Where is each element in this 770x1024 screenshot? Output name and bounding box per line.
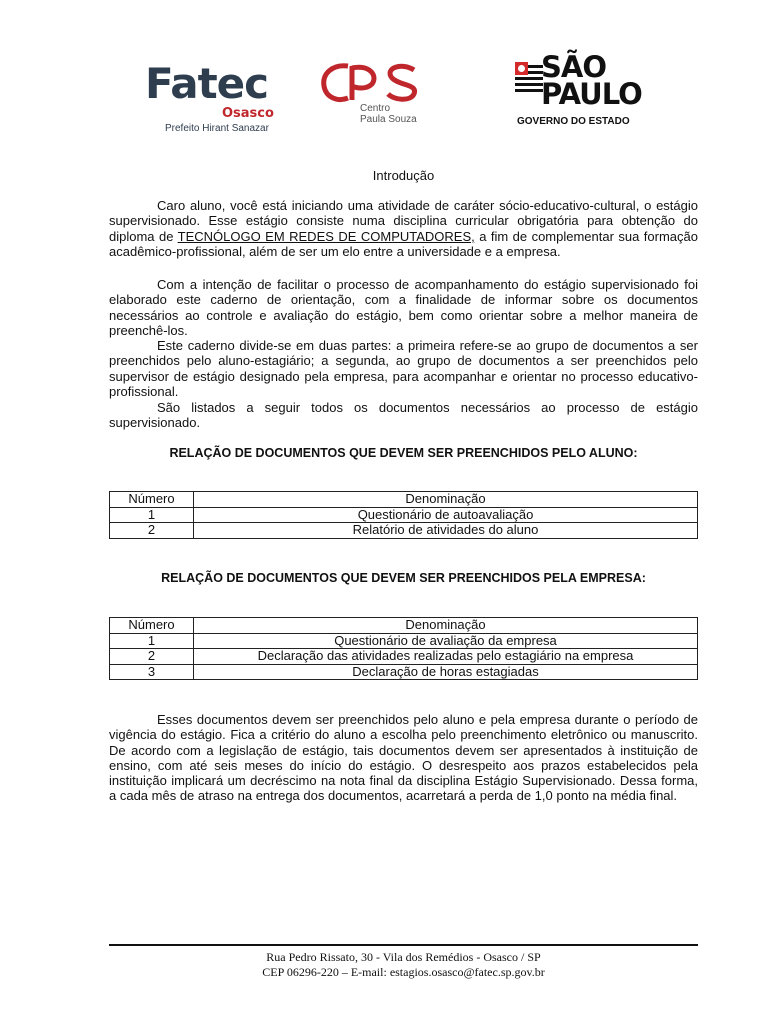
sp-logo-line1: SÃO [541,50,606,84]
closing-text: Esses documentos devem ser preenchidos pelo aluno e pela empresa durante o período de vigência do estágio. Fica a critério do aluno a escolha pelo preenchimento eletrônico ou manuscrito. De acordo com a legislação de estágio, tais documentos devem ser apresentados à instituição de ensino, com até seis meses do início do estágio. O desrespeito aos prazos estabelecidos pela instituição implicará um decréscimo na nota final da disciplina Estágio Supervisionado. Dessa forma, a cada mês de atraso na entrega dos documentos, acarretará a perda de 1,0 ponto na média final. [109,712,698,804]
cps-logo-mark-icon [318,60,428,105]
column-header-name: Denominação [194,492,698,508]
header-logos [0,50,770,140]
column-header-number: Número [110,618,194,634]
company-docs-heading: RELAÇÃO DE DOCUMENTOS QUE DEVEM SER PREENCHIDOS PELA EMPRESA: [161,571,646,585]
cps-logo-line2: Paula Souza [360,114,417,125]
doc-name: Relatório de atividades do aluno [194,523,698,539]
column-header-number: Número [110,492,194,508]
footer-contact: CEP 06296-220 – E-mail: estagios.osasco@fatec.sp.gov.br [262,965,545,979]
company-docs-table [109,617,698,680]
table-row [110,507,698,523]
column-header-name: Denominação [194,618,698,634]
table-row [110,649,698,665]
intro-paragraph-2 [109,277,698,338]
closing-paragraph [109,712,698,804]
intro-title: Introdução [372,168,435,183]
cps-logo-line1: Centro [360,103,391,114]
student-docs-heading: RELAÇÃO DE DOCUMENTOS QUE DEVEM SER PREENCHIDOS PELO ALUNO: [169,446,638,460]
footer-divider [109,944,698,946]
fatec-logo-subtitle: Prefeito Hirant Sanazar [165,123,269,134]
doc-name: Declaração de horas estagiadas [194,664,698,680]
course-name: TECNÓLOGO EM REDES DE COMPUTADORES, [177,228,475,244]
cps-logo [318,60,428,130]
doc-number: 2 [110,523,194,539]
table-row [110,523,698,539]
table-row [110,633,698,649]
intro-p2-text: Com a intenção de facilitar o processo de acompanhamento do estágio supervisionado foi elaborado este caderno de orientação, com a finalidade de informar sobre os documentos necessários ao controle e avaliação do estágio, bem como orientar sobre a melhor maneira de preenchê-los. [109,277,698,338]
sp-logo-government: GOVERNO DO ESTADO [517,116,630,127]
intro-paragraph-3 [109,338,698,399]
cps-logo-text [360,103,417,125]
footer-address: Rua Pedro Rissato, 30 - Vila dos Remédios - Osasco / SP [266,950,541,964]
doc-number: 1 [110,507,194,523]
doc-number: 3 [110,664,194,680]
intro-p4-text: São listados a seguir todos os documentos necessários ao processo de estágio supervisionado. [109,400,698,431]
sp-logo-wordmark [541,50,642,111]
table-header-row [110,618,698,634]
intro-paragraph-1 [109,198,698,259]
doc-number: 2 [110,649,194,665]
doc-name: Questionário de autoavaliação [194,507,698,523]
doc-name: Declaração das atividades realizadas pelo estagiário na empresa [194,649,698,665]
fatec-logo [145,59,285,134]
sp-government-logo [515,50,645,130]
sp-logo-line2: PAULO [541,77,642,111]
fatec-logo-campus: Osasco [222,106,274,121]
intro-p1-after: a fim de complementar sua formação acadêmico-profissional, além de ser um elo entre a universidade e a empresa. [109,228,698,259]
intro-p1-before: Caro aluno, você está iniciando uma atividade de caráter sócio-educativo-cultural, o estágio supervisionado. Esse estágio consiste numa disciplina curricular obrigatória para obtenção do diploma de [109,198,698,244]
doc-number: 1 [110,633,194,649]
table-row [110,664,698,680]
student-docs-table [109,491,698,539]
doc-name: Questionário de avaliação da empresa [194,633,698,649]
intro-paragraph-4 [109,400,698,431]
sp-flag-icon [515,62,543,92]
intro-p3-text: Este caderno divide-se em duas partes: a primeira refere-se ao grupo de documentos a ser preenchidos pelo aluno-estagiário; a segunda, ao grupo de documentos a ser preenchidos pelo supervisor de estágio designado pela empresa, para acompanhar e orientar no processo educativo-profissional. [109,338,698,399]
table-header-row [110,492,698,508]
footer [109,950,698,980]
fatec-logo-name: Fatec [145,59,269,108]
